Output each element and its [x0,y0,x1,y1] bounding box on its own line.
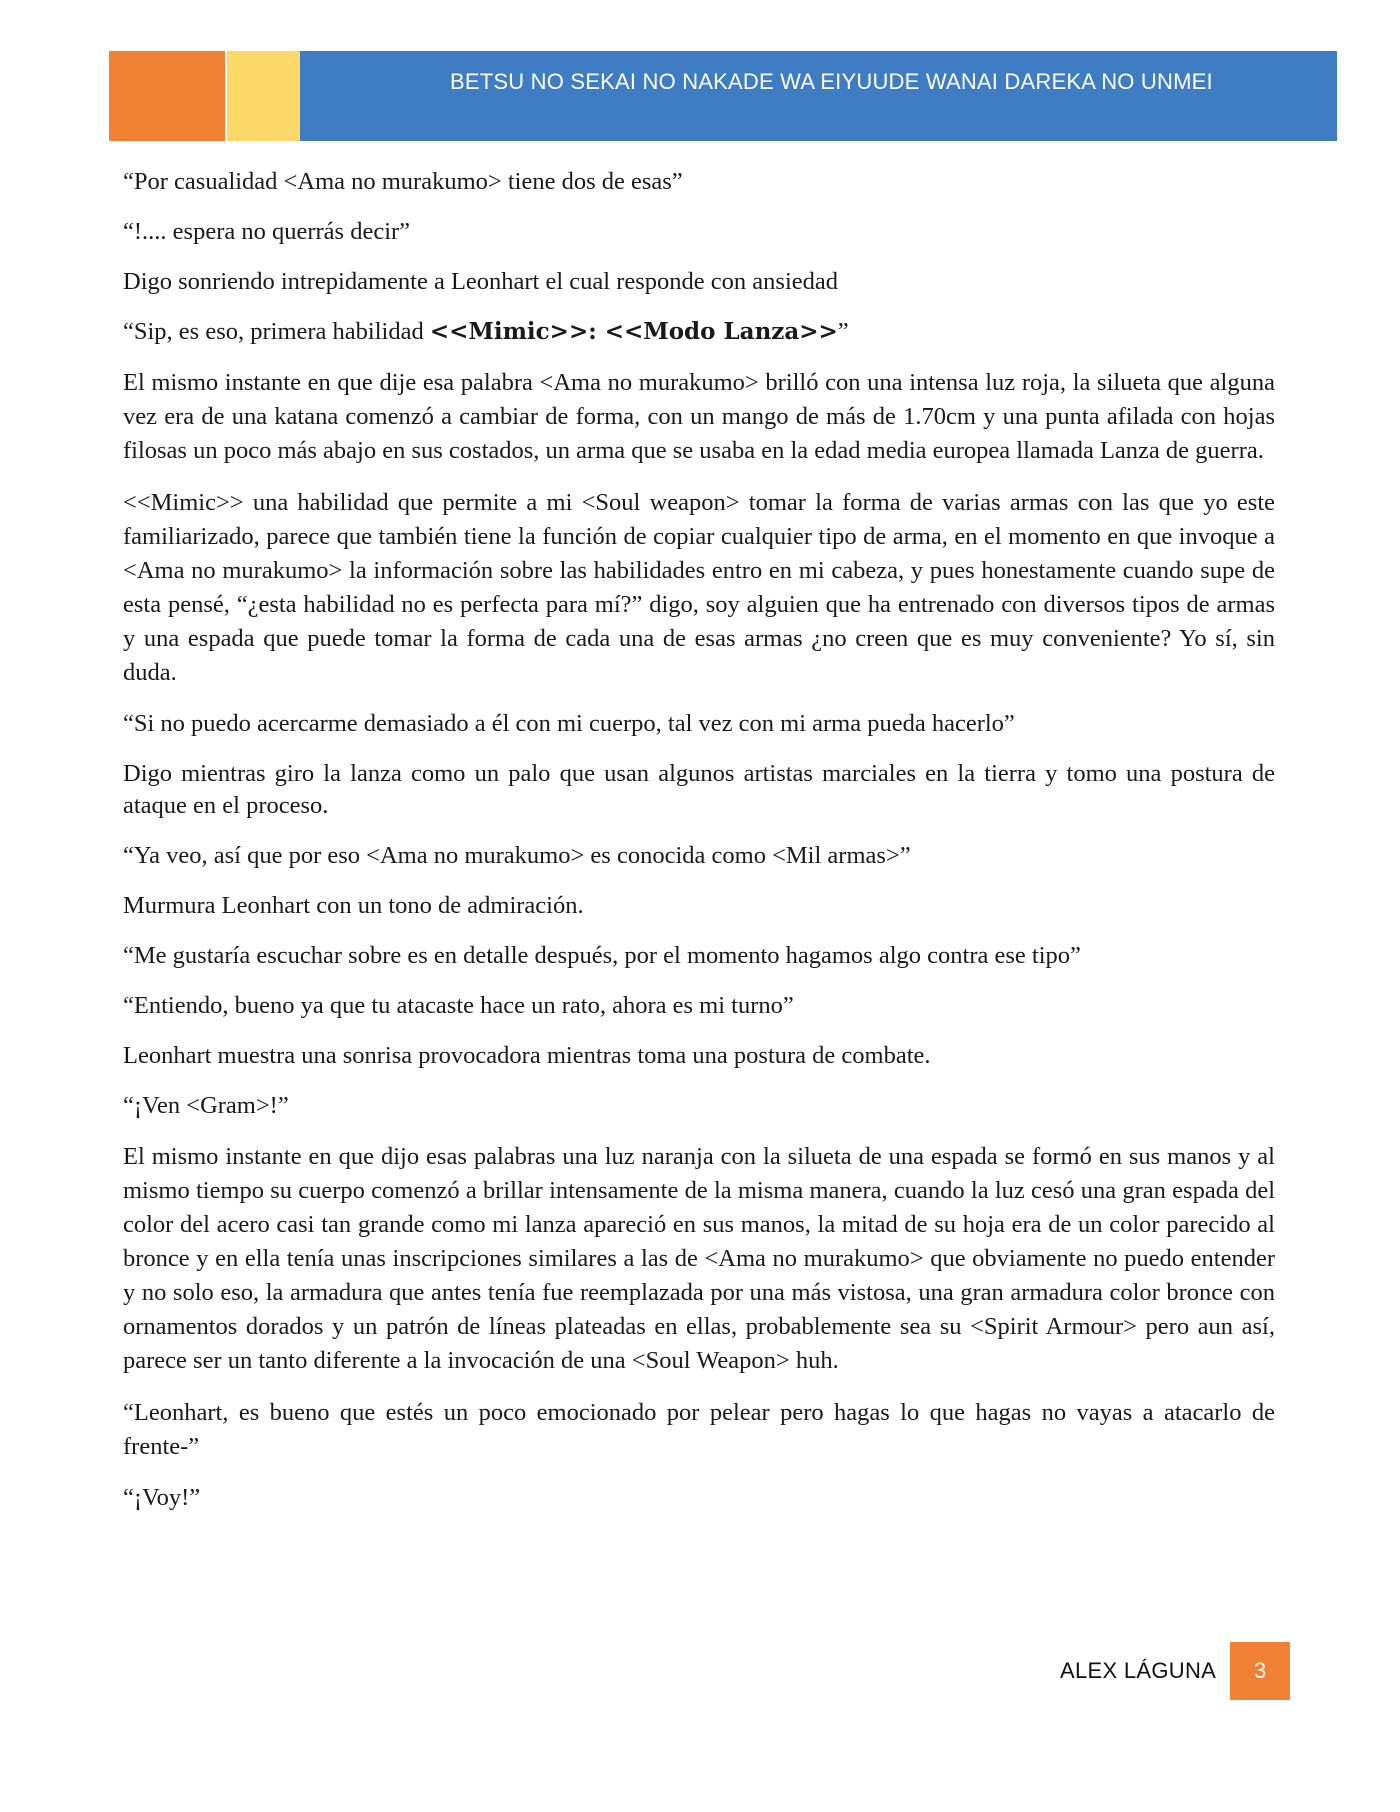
skill-line-suffix: ” [837,318,849,345]
paragraph-8: “Ya veo, así que por eso <Ama no murakumo> es conocida como <Mil armas>” [123,842,911,869]
paragraph-skill [123,316,1275,348]
paragraph-15: “Leonhart, es bueno que estés un poco emocionado por pelear pero hagas lo que hagas no vayas a atacarlo de frente-” [123,1399,1275,1460]
skill-line-prefix: “Sip, es eso, primera habilidad [123,318,430,345]
header-title-bar [300,51,1337,141]
header-orange-block [109,51,227,141]
page-header [109,51,1337,141]
skill-line-bold: <<Mimic>>: <<Modo Lanza>> [429,318,838,345]
header-yellow-block [227,51,300,141]
paragraph-10: “Me gustaría escuchar sobre es en detalle después, por el momento hagamos algo contra ese tipo” [123,942,1081,969]
page-number-badge: 3 [1230,1642,1290,1700]
paragraph-9: Murmura Leonhart con un tono de admiración. [123,892,584,919]
paragraph-13: “¡Ven <Gram>!” [123,1092,289,1119]
paragraph-11: “Entiendo, bueno ya que tu atacaste hace un rato, ahora es mi turno” [123,992,794,1019]
paragraph-14: El mismo instante en que dijo esas palabras una luz naranja con la silueta de una espada se formó en sus manos y al mismo tiempo su cuerpo comenzó a brillar intensamente de la misma manera, cuando la luz cesó una gran espada del color del acero casi tan grande como mi lanza apareció en sus manos, la mitad de su hoja era de un color parecido al bronce y en ella tenía unas inscripciones similares a las de <Ama no murakumo> que obviamente no puedo entender y no solo eso, la armadura que antes tenía fue reemplazada por una más vistosa, una gran armadura color bronce con ornamentos dorados y un patrón de líneas plateadas en ellas, probablemente sea su <Spirit Armour> pero aun así, parece ser un tanto diferente a la invocación de una <Soul Weapon> huh. [123,1143,1275,1374]
header-title: BETSU NO SEKAI NO NAKADE WA EIYUUDE WANAI DAREKA NO UNMEI [450,69,1213,94]
paragraph-5: <<Mimic>> una habilidad que permite a mi <Soul weapon> tomar la forma de varias armas con las que yo este familiarizado, parece que también tiene la función de copiar cualquier tipo de arma, en el momento en que invoque a <Ama no murakumo> la información sobre las habilidades entro en mi cabeza, y pues honestamente cuando supe de esta pensé, “¿esta habilidad no es perfecta para mí?” digo, soy alguien que ha entrenado con diversos tipos de armas y una espada que puede tomar la forma de cada una de esas armas ¿no creen que es muy conveniente? Yo sí, sin duda. [123,489,1275,686]
paragraph-12: Leonhart muestra una sonrisa provocadora mientras toma una postura de combate. [123,1042,931,1069]
footer-author: ALEX LÁGUNA [1060,1658,1217,1683]
paragraph-3: Digo sonriendo intrepidamente a Leonhart el cual responde con ansiedad [123,268,839,295]
page-footer [1060,1642,1290,1700]
paragraph-6: “Si no puedo acercarme demasiado a él con mi cuerpo, tal vez con mi arma pueda hacerlo” [123,710,1015,737]
document-body [123,166,1275,1532]
paragraph-7: Digo mientras giro la lanza como un palo que usan algunos artistas marciales en la tierra y tomo una postura de ataque en el proceso. [123,760,1275,819]
paragraph-1: “Por casualidad <Ama no murakumo> tiene dos de esas” [123,168,683,195]
paragraph-16: “¡Voy!” [123,1484,201,1511]
paragraph-2: “!.... espera no querrás decir” [123,218,411,245]
paragraph-4: El mismo instante en que dije esa palabra <Ama no murakumo> brilló con una intensa luz roja, la silueta que alguna vez era de una katana comenzó a cambiar de forma, con un mango de más de 1.70cm y una punta afilada con hojas filosas un poco más abajo en sus costados, un arma que se usaba en la edad media europea llamada Lanza de guerra. [123,369,1275,464]
